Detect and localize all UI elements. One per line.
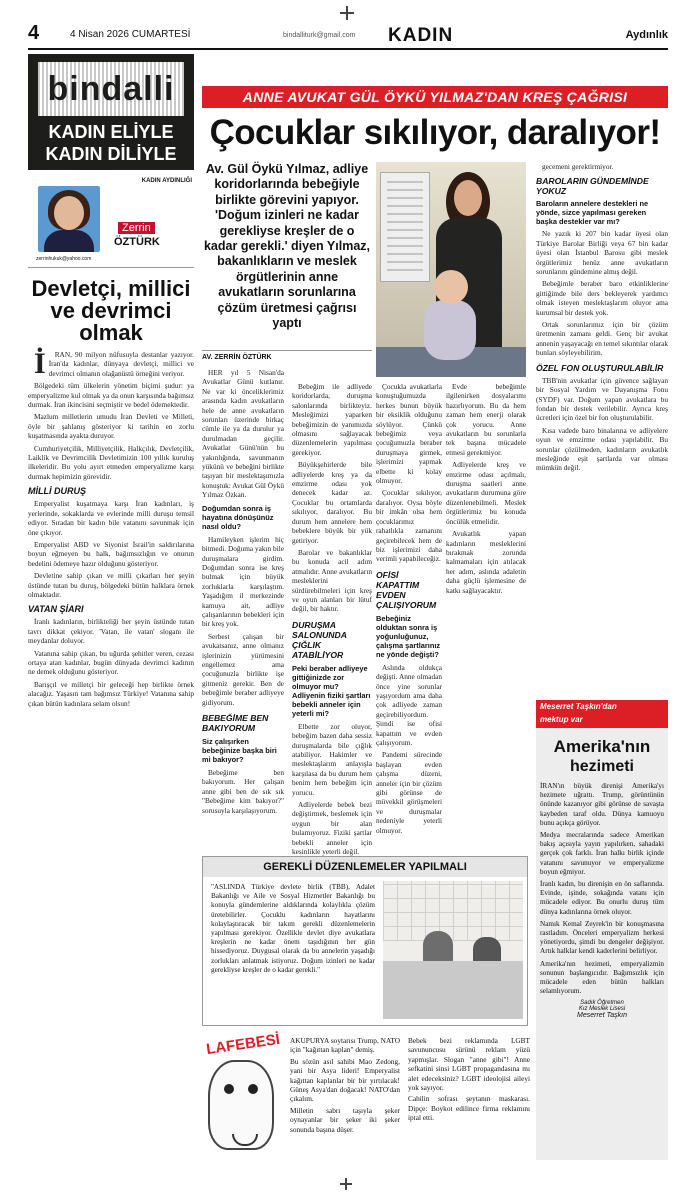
- article-paragraph: Elbette zor oluyor, bebeğim bazen daha sessiz duruşmalarda bile çığlık atabiliyor. Hakimler ve meslektaşlarım anlayışla karşılasa da bu durum hem benim hem bebeğim için yorucu.: [292, 721, 372, 797]
- article-paragraph: Çocukla avukatlarla konuştuğumuzda herkes bunun büyük bir eksiklik olduğunu söylüyor. Çünkü bebeğimiz veya çocuğumuzla beraber duruşmaya girmek, işlerimizi yapmak elbette ki kolay olmuyor.: [376, 382, 442, 486]
- article-paragraph: Evde bebeğimle ilgilenirken dosyalarımı hazırlıyorum. Bu da hem zaman hem enerji olarak çok yorucu. Anne avukatların bu sorunlarla tek başına mücadele etmesi gerekmiyor.: [446, 382, 526, 457]
- column-paragraph: Emperyalist kuşatmaya karşı İran kadınları, iş yerlerinde, sokaklarda ve evlerinde milli duruşu temsil ediyor. Sıradan bir kadın bile vatanını savunmak için öne çıkıyor.: [28, 499, 194, 537]
- author-kicker: KADIN AYDINLIĞI: [141, 178, 192, 184]
- article-paragraph: gecemeni gerektirmiyor.: [542, 162, 614, 171]
- article-subhead: BEBEĞİME BEN BAKIYORUM: [202, 713, 269, 733]
- column-subhead: VATAN ŞİARI: [28, 604, 84, 615]
- letter-paragraph: Medya mecralarında sadece Amerikan bakış açısıyla yayın yapılırken, sahadaki gerçek çok farklı. İran halkı birlik içinde vatanını savunuyor ve emperyalizme boyun eğmiyor.: [540, 831, 664, 876]
- slogan-line2: KADIN DİLİYLE: [45, 144, 177, 164]
- interview-question: Siz çalışırken bebeğinize başka biri mi bakıyor?: [202, 737, 277, 764]
- bindalli-logo: bindalli: [38, 62, 184, 116]
- article-col-4: [446, 382, 526, 598]
- letter-paragraph: İRAN'ın büyük direnişi Amerika'yı hezimete uğrattı. Trump, görüntünün önünde kazanıyor gibi görünse de savaşta kaybeden taraf oldu. Dünya kamuoyu bunu açıkça görüyor.: [540, 782, 664, 827]
- lafebesi-title: LAFEBESİ: [205, 1030, 282, 1059]
- author-email[interactable]: zerrinhukuk@yahoo.com: [36, 256, 92, 262]
- opinion-column: [28, 54, 194, 1170]
- page-email: bindalliturk@gmail.com: [283, 32, 356, 39]
- letter-header-1: Meserret Taşkın'dan: [536, 700, 668, 714]
- column-subhead: MİLLİ DURUŞ: [28, 486, 86, 497]
- article-subhead: ÖZEL FON OLUŞTURULABİLİR: [536, 362, 664, 373]
- info-box: [202, 856, 528, 1026]
- column-paragraph: Devletine sahip çıkan ve milli çıkarları her şeyin üstünde tutan bu duruş, bölgedeki bütün halklara örnek olmaktadır.: [28, 571, 194, 599]
- article-paragraph: Serbest çalışan bir avukatsanız, anne olmanız işlerinizin yürümesini engellemez ama çocuğunuzla birlikte işe gitmeniz gerekir. Ben de bebeğimle beraber adliyeye gidiyorum.: [202, 631, 284, 707]
- author-box: [28, 170, 194, 268]
- letter-signature-school: Kız Meslek Lisesi: [578, 1006, 626, 1013]
- letter-paragraph: Amerika'nın hezimeti, emperyalizmin sonunun başlangıcıdır. Bağımsızlık için mücadele eden bütün halkları selamlıyorum.: [540, 959, 664, 996]
- article-byline: AV. ZERRİN ÖZTÜRK: [202, 350, 372, 361]
- article-col-1: [202, 368, 284, 818]
- lafebesi-col-2: [408, 1036, 530, 1125]
- registration-mark-top: [340, 6, 354, 20]
- article-paragraph: Bebeğimle beraber baro etkinliklerine gittiğimde bile ders bekleyerek yardımcı olmak isteyen meslektaşlarım oluyor ama kurumsal bir destek yok.: [536, 279, 668, 317]
- letter-paragraph: İranlı kadın, bu direnişin en ön saflarında. Evinde, işinde, sokağında vatanı için mücadele ediyor. Bu onurlu duruş tüm dünya kadınlarına örnek oluyor.: [540, 880, 664, 916]
- letter-title-1: Amerika'nın: [553, 737, 651, 756]
- article-paragraph: Adliyelerde kreş ve emzirme odası açılmalı, duruşma saatleri anne avukatların durumuna göre düzenlenebilmeli. Meslek örgütlerimiz bu konuda öncülük etmelidir.: [446, 460, 526, 526]
- article-paragraph: Çocuklar sıkılıyor, daralıyor. Oysa böyle bir imkân olsa hem çocuklarımız rahatlıkla zamanını geçirebilecek hem de biz işlerimizi daha verimli yapabileceğiz.: [376, 488, 442, 564]
- page-date: 4 Nisan 2026 CUMARTESİ: [70, 29, 191, 40]
- column-title: Devletçi, millici ve devrimci olmak: [31, 276, 191, 345]
- letter-signature-role: Sadık Öğretmen: [580, 1000, 624, 1007]
- article-col-2: [292, 382, 372, 859]
- letter-box: [536, 700, 668, 1160]
- letter-body: [540, 782, 664, 996]
- lafebesi-paragraph: Cahilin sofrası şeytanın maskarası. Dipçe: Boykot edilince firma reklamını iptal etti.: [408, 1094, 530, 1123]
- interview-question: Baroların annelere destekleri ne yönde, sizce yapılması gereken başka destekler var mı?: [536, 199, 649, 227]
- article-subhead: DURUŞMA SALONUNDA ÇIĞLIK ATABİLİYOR: [292, 619, 347, 660]
- article-paragraph: Barolar ve bakanlıklar bu konuda acil adım atmalıdır. Anne avukatların mesleklerini sürdürebilmeleri için kreş ve oyun alanları bir lütuf değil, bir haktır.: [292, 547, 372, 614]
- info-box-photo: [383, 881, 523, 1019]
- article-paragraph: Ortak sorunlarımız için bir çözüm üretmenin zamanı geldi. Genç bir avukat annenin yaşayacağı en temel sıkıntılar olarak bunları söyleyebilirim.: [536, 320, 668, 358]
- column-banner: [28, 54, 194, 170]
- lafebesi-paragraph: AKUPURYA soytarısı Trump, NATO için "kağıttan kaplan" demiş.: [290, 1036, 400, 1055]
- column-body: [28, 347, 194, 708]
- lafebesi-paragraph: Bebek bezi reklamında LGBT savununcusu sürünü reklam yüzü yapmışlar. Slogan "anne gibi"! Anne sefkatini sinsi LGBT propagandasına mı alet edeceksiniz? LGBT ideolojisi aileyi yok sayıyor.: [408, 1036, 530, 1093]
- article-paragraph: HER yıl 5 Nisan'da Avukatlar Günü kutlanır. Ne var ki önceliklerimiz arasında kadın avukatların hele de anne avukatların sorunları üzerinde birkaç cümle ile ya da durulur ya durulmadan geçilir. Avukatlar Günü'nün bu yakınlığında, savunmanın yükünü ve bebeğini birlikte taşıyan bir meslektaşımızla konuştuk: Avukat Gül Öykü Yılmaz Özkan.: [202, 368, 284, 500]
- lafebesi-col-1: [290, 1036, 400, 1136]
- lafebesi-logo: [202, 1030, 280, 1160]
- article-paragraph: Hamileyken işlerim hiç bitmedi. Doğuma yakın bile duruşmalara girdim. Doğumdan sonra ise kreş bulmak için büyük zorluklarla karşılaştım. Yaşadığım il merkezinde kamuya ait, adliye çalışanlarının bebekleri için bir kreş yok.: [202, 534, 284, 629]
- letter-title-2: hezimeti: [569, 758, 634, 775]
- author-last-name: ÖZTÜRK: [114, 236, 160, 248]
- lafebesi-paragraph: Milletin sabrı taşıyla şeker oynayanlar bir şeker iki şeker sonunda başına düşer.: [290, 1105, 400, 1134]
- column-paragraph: Emperyalist ABD ve Siyonist İsrail'in saldırılarına boyun eğmeyen bu halk, bağımsızlığın ve onurun bedelini ödemeye hazır olduğunu gösteriyor.: [28, 539, 194, 568]
- column-paragraph: İ RAN, 90 milyon nüfusuyla destanlar yazıyor. İran'da kadınlar, dünyaya devletçi, millici ve devrimci olmanın olağanüstü örneğini veriyor.: [34, 347, 194, 380]
- article-kicker: ANNE AVUKAT GÜL ÖYKÜ YILMAZ'DAN KREŞ ÇAĞRISI: [202, 86, 668, 108]
- article-spot: Av. Gül Öykü Yılmaz, adliye koridorlarında bebeğiyle birlikte görevini yapıyor. 'Doğum izinleri ne kadar gerekliyse kreşler de o kadar gerekli.' diyen Yılmaz, bakanlıkların ve meslek örgütlerinin anne avukatların sorunlarına çözüm üretmesi çağrısı yaptı: [203, 162, 370, 331]
- page-header: [28, 22, 668, 50]
- article-paragraph: Aslında oldukça değişti. Anne olmadan önce yine sorunlar yaşıyordum ama daha çok adliyede zaman geçirebiliyordum. Şimdi ise ofisi kapattım ve evden çalışıyorum.: [376, 662, 442, 747]
- article-headline: Çocuklar sıkılıyor, daralıyor!: [209, 113, 661, 152]
- author-first-name: Zerrin: [118, 222, 155, 234]
- article-paragraph: TBB'nin avukatlar için güvence sağlayan bir Sosyal Yardım ve Dayanışma Fonu (SYDF) var. Doğum yapan avukatlara bu fondan bir destek verilebilir. Ayrıca kreş ücretleri için özel bir fon oluşturulabilir.: [536, 375, 668, 423]
- article-paragraph: Ne yazık ki 207 bin kadar üyesi olan Türkiye Barolar Birliği veya 67 bin kadar üyesi olan İstanbul Barosu gibi meslek örgütlerimiz henüz anne avukatların sorunlarını gündemine almış değil.: [536, 229, 668, 277]
- letter-header-2: mektup var: [536, 714, 668, 728]
- interview-question: Doğumdan sonra iş hayatına dönüşünüz nasıl oldu?: [202, 503, 274, 531]
- newspaper-brand: Aydınlık: [625, 29, 668, 41]
- page-number: 4: [28, 22, 40, 44]
- article-col-right: [536, 162, 668, 476]
- column-paragraph: Cumhuriyetçilik, Milliyetçilik, Halkçılık, Devletçilik, Laiklik ve Devrimcilik Devletimizin 100 yıllık kuruluş ilkeleridir. Bu yolu ayırt etmeden emperyalizme karşı durmak hepimizin görevidir.: [28, 443, 194, 481]
- article-paragraph: Pandemi sürecinde başlayan evden çalışma düzeni, anneler için bir çözüm gibi görünse de müvekkil görüşmeleri ve duruşmalar nedeniyle yeterli olmuyor.: [376, 750, 442, 835]
- column-paragraph: Bölgedeki tüm ülkelerin yönetim biçimi şudur: ya emperyalizme kul olmak ya da onun karşısında bağımsız durmak. İran ikincisini seçmiştir ve bedel ödemektedir.: [28, 381, 194, 410]
- article-paragraph: Bebeğime ben bakıyorum. Her çalışan anne gibi ben de sık sık "Bebeğime kim bakıyor?" sorusuyla karşılaşıyorum.: [202, 768, 284, 815]
- article-photo: [376, 162, 526, 377]
- article-paragraph: Adliyelerde bebek bezi değiştirmek, beslemek için uygun bir alan bulamıyoruz. Fiziki şartlar bebekli anneler için kesinlikle yeterli değil.: [292, 800, 372, 857]
- registration-mark-bottom: [340, 1178, 352, 1190]
- article-paragraph: Bebeğim ile adliyede koridorlarda, duruşma salonlarında birlikteyiz. Mesleğimizi yaparken bebeğimizin de yanımızda olmasını sağlayacak düzenlemelerin yapılması gerekiyor.: [292, 382, 372, 457]
- section-name: KADIN: [388, 25, 454, 46]
- interview-question: Peki beraber adliyeye gittiğinizde zor olmuyor mu? Adliyenin fiziki şartları bebekli anneler için yeterli mi?: [292, 663, 371, 718]
- article-paragraph: Büyükşehirlerde bile adliyelerde kreş ya da emzirme odası yok denecek kadar az. Çocuklar bu ortamlarda sıkılıyor, daralıyor. Bu durum hem annelere hem bebeklere büyük bir yük getiriyor.: [292, 460, 372, 545]
- lafebesi-paragraph: Bu sözün asıl sahibi Mao Zedong, yani bir Asya lideri! Emperyalist kağıttan kaplanlar bir bir yırtılacak! Güneş Asya'dan doğacak! NATO'dan çıkalım.: [290, 1056, 400, 1104]
- author-photo: [38, 186, 100, 252]
- slogan-line1: KADIN ELİYLE: [48, 122, 174, 142]
- article-subhead: OFİSİ KAPATTIM EVDEN ÇALIŞIYORUM: [376, 569, 437, 610]
- article-paragraph: Avukatlık yapan kadınların mesleklerini bırakmak zorunda kalmamaları için atılacak her adım, aslında adaletin daha güçlü işlemesine de katkı sağlayacaktır.: [446, 529, 526, 595]
- article-col-3: [376, 382, 442, 838]
- column-paragraph: Barışçıl ve milletçi bir geleceği hep birlikte örnek alacağız. Yaşasın tam bağımsız Türkiye! Vatanına sahip çıkan bütün kadınlara selam olsun!: [28, 679, 194, 708]
- info-box-title: GEREKLİ DÜZENLEMELER YAPILMALI: [203, 857, 527, 877]
- column-paragraph: Vatanına sahip çıkan, bu uğurda şehitler veren, cezası ortaya atan kadınlar, bugün dünyada devrimci kadının ne demek olduğunu gösteriyor.: [28, 648, 194, 677]
- info-box-text: "ASLINDA Türkiye devlete birlik (TBB), Adalet Bakanlığı ve Aile ve Sosyal Hizmetler Bakanlığı bu konuyla gündemlerine aldıklarında kolaylıkla çözüm üretebilirler. Çocuklu kadınların hayatlarını kolaylaştıracak bir takım gerekli düzenlemelerin yapılması gerekiyor. Özellikle devlet diye avukatlara kreşlerin ne kadar önem taşıdığının her gün hissediyoruz. Duygusal olarak da bu annelerin yaşadığı zorlukları anlatmak istiyoruz. Doğum izinleri ne kadar gerekliyse kreşler de o kadar gerekli.": [211, 883, 375, 974]
- column-paragraph: Mazlum milletlerin umudu İran Devleti ve Milleti, öyle bir şahlanış gösteriyor ki tarihin en zorlu kuşatmasında ayakta duruyor.: [28, 412, 194, 441]
- interview-question: Bebeğiniz olduktan sonra iş yoğunluğunuz, çalışma şartlarınız ne yönde değişti?: [376, 613, 441, 659]
- letter-paragraph: Namık Kemal Zeyrek'in bir konuşmasına rastladım. Önceleri emperyalizm herkesi yönetiyordu, şimdi bu dengeler değişiyor. Artık halklar kendi kaderlerini belirliyor.: [540, 919, 664, 956]
- letter-signature-name: Meserret Taşkın: [577, 1012, 627, 1020]
- cartoon-face-icon: [208, 1060, 274, 1150]
- article-paragraph: Kısa vadede baro binalarına ve adliyelere oyun ve emzirme odası yapılabilir. Bu sorunlar çözülmeden, kadınların avukatlık mesleğinde eşit şartlarda var olması mümkün değil.: [536, 425, 668, 473]
- article-subhead: BAROLARIN GÜNDEMİNDE YOKUZ: [536, 176, 649, 197]
- column-paragraph: İranlı kadınların, birlikteliği her şeyin üstünde tutan tavrı dikkat çekiyor. 'Vatan, ile vatan' sloganı ile meydanlar doluyor.: [28, 617, 194, 646]
